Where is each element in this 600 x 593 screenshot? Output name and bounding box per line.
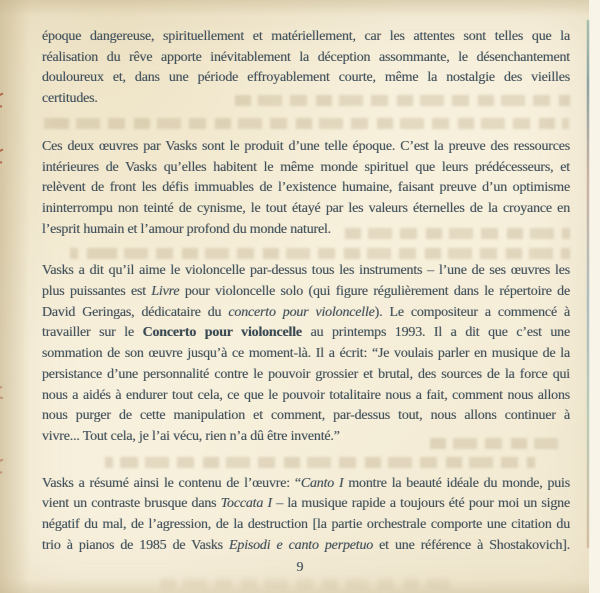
text-line [42,48,570,69]
top-edge-shading [0,0,600,16]
text-segment: au printemps 1993. Il a dit que c’est une [301,325,570,341]
text-segment: relèvent de front les défis immuables de l’existence humaine, faisant preuve d’un optimisme [42,180,570,196]
text-segment: et une référence à Shostakovich]. [373,537,570,553]
text-line [42,474,570,495]
work-title-italic: concerto pour violoncelle [228,304,375,320]
text-line [42,158,570,179]
text-line [42,89,570,110]
booklet-text-block [42,27,570,556]
text-segment: l’esprit humain et l’amour profond du monde naturel. [42,221,331,237]
work-title-bold: Concerto pour violoncelle [142,325,302,341]
text-segment: Ces deux œuvres par Vasks sont le produit d’une telle époque. C’est la preuve des ressources [42,138,570,154]
page-edge-scan-line [587,20,589,548]
paragraph [42,474,570,557]
paragraph [42,137,570,241]
text-segment: nous purger de cette manipulation et comment, par-dessus tout, nous allons continuer à [42,408,570,424]
text-segment: ininterrompu non teinté de cynisme, le tout étayé par les valeurs éternelles de la croyance en [42,200,570,216]
text-line [42,178,570,199]
right-page-edge [589,0,600,593]
text-segment: vivre... Tout cela, je l’ai vécu, rien n’a dû être inventé.” [42,428,340,444]
text-line [42,323,570,344]
text-segment: travailler sur le [42,325,143,341]
text-line [42,261,570,282]
text-line [42,220,570,241]
text-line [42,68,570,89]
page-number: 9 [296,560,304,575]
text-segment: – la musique rapide a toujours été pour moi un signe [271,496,570,512]
paragraph [42,261,570,447]
text-segment: nous a aidés à endurer tout cela, ce que le pouvoir totalitaire nous a fait, comment nous allons [42,387,570,403]
text-segment: trio à pianos de 1985 de Vasks [42,537,230,553]
text-segment: Vasks a dit qu’il aime le violoncelle par-dessus tous les instruments – l’une de ses œuvres les [42,263,570,279]
text-segment: vient un contraste brusque dans [42,496,221,512]
text-segment: persistance d’une personnalité contre le pouvoir grossier et brutal, des sources de la force qui [42,366,570,382]
text-line [42,536,570,557]
text-segment: montre la beauté idéale du monde, puis [343,475,570,491]
text-line [42,515,570,536]
work-title-italic: Canto I [300,475,344,491]
text-line [42,386,570,407]
text-segment: pour violoncelle solo (qui figure régulièrement dans le répertoire de [179,284,570,300]
work-title-italic: Livre [151,284,180,300]
text-line [42,27,570,48]
text-segment: époque dangereuse, spirituellement et matériellement, car les attentes sont telles que la [42,29,570,44]
bleedthrough-line [160,578,450,589]
text-line [42,137,570,158]
text-line [42,406,570,427]
text-line [42,494,570,515]
paragraph [42,27,570,110]
text-segment: intérieures de Vasks qu’elles habitent le même monde spirituel que leurs prédécesseurs, et [42,159,570,175]
text-segment: Vasks a résumé ainsi le contenu de l’œuvre: “ [42,475,301,491]
text-segment: David Geringas, dédicataire du [42,304,229,320]
text-line [42,303,570,324]
text-segment: plus puissantes est [42,284,152,300]
text-segment: négatif du mal, de l’agression, de la destruction [la partie orchestrale comporte une citation du [42,517,570,533]
work-title-italic: Episodi e canto perpetuo [229,537,374,553]
text-line [42,282,570,303]
text-line [42,344,570,365]
text-segment: certitudes. [42,91,98,107]
text-segment: sommation de son œuvre jusqu’à ce moment-là. Il a écrit: “Je voulais parler en musique de la [42,346,570,362]
text-segment: douloureux et, dans une période effroyablement courte, même la nostalgie des vieilles [42,70,570,86]
text-line [42,365,570,386]
text-segment: réalisation du rêve apporte inévitablement la déception assommante, le désenchantement [42,49,570,65]
left-edge-shading [0,0,30,593]
text-segment: ). Le compositeur a commencé à [374,304,571,320]
text-line [42,427,570,448]
work-title-italic: Toccata I [220,496,272,512]
text-line [42,199,570,220]
